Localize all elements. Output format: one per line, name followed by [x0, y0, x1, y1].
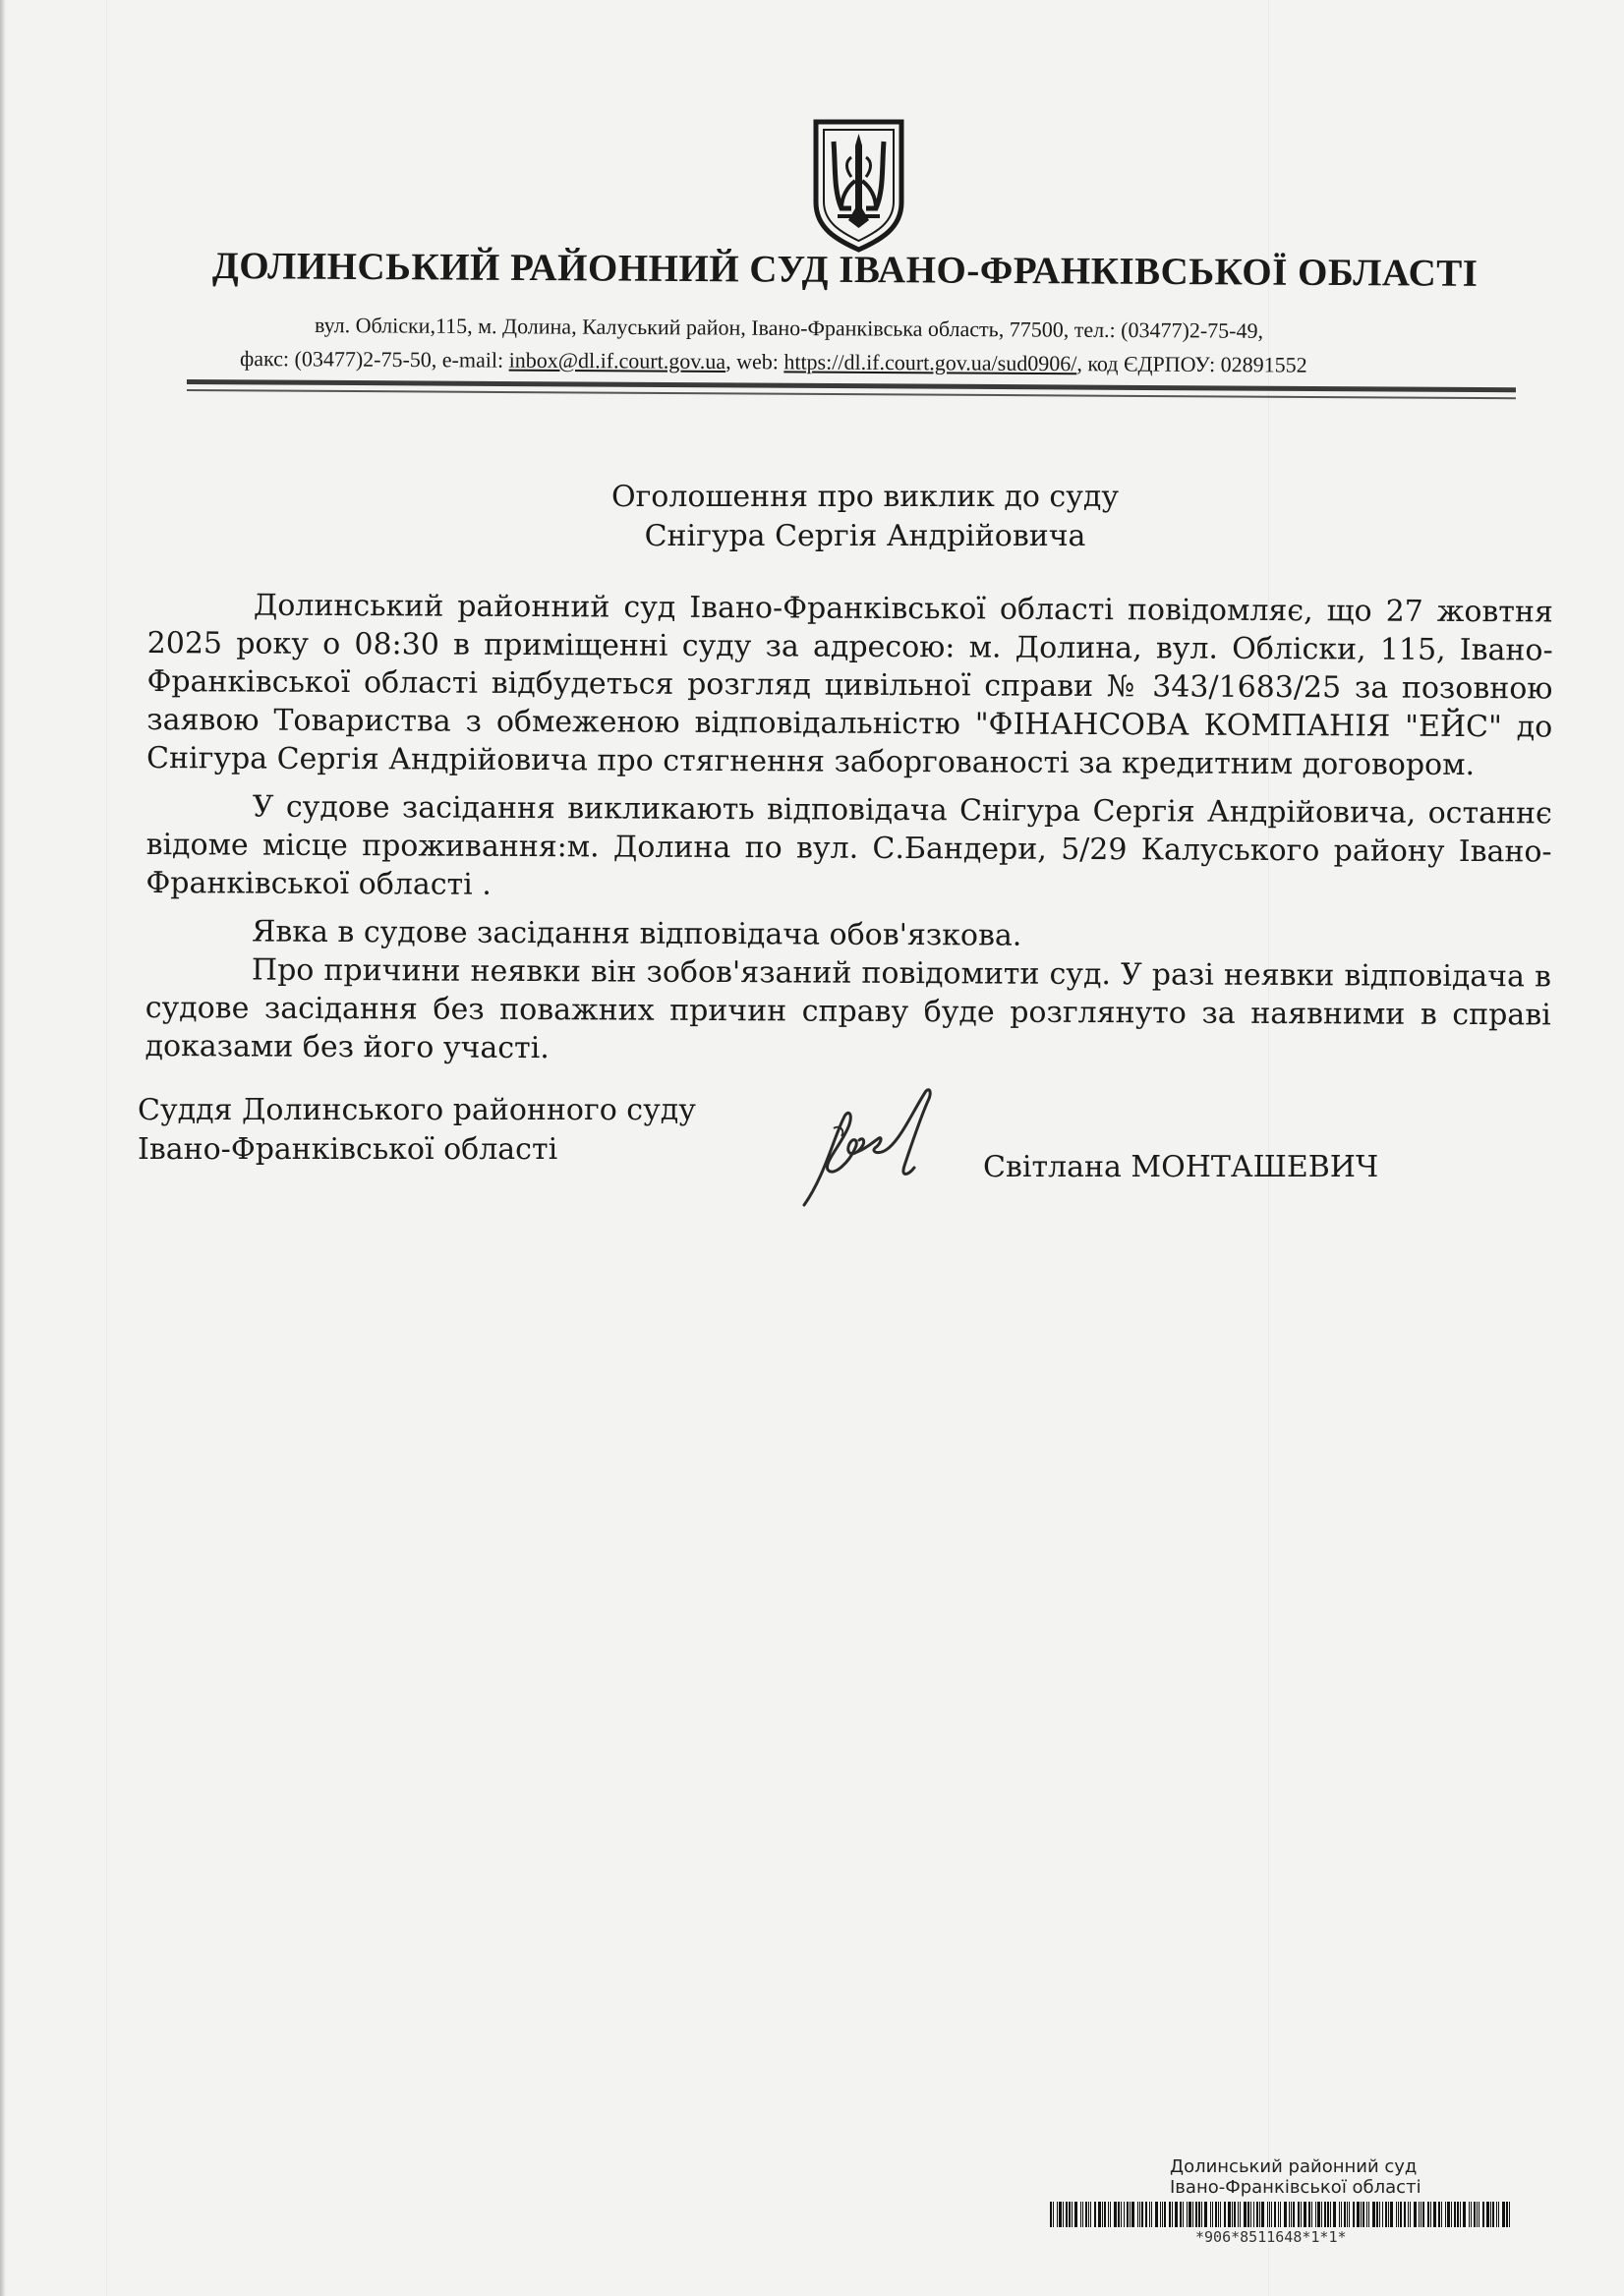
- barcode-bar: [1127, 2202, 1129, 2227]
- barcode-bar: [1063, 2202, 1064, 2227]
- barcode-bar: [1344, 2202, 1346, 2227]
- barcode-bar: [1131, 2202, 1134, 2227]
- barcode-bar: [1419, 2202, 1420, 2227]
- barcode-bar: [1259, 2202, 1260, 2227]
- barcode-bar: [1244, 2202, 1247, 2227]
- scan-artifact: [106, 0, 107, 2296]
- barcode-bar: [1104, 2202, 1106, 2227]
- barcode-bar: [1427, 2202, 1429, 2227]
- barcode-bar: [1304, 2202, 1306, 2227]
- barcode-bar: [1082, 2202, 1083, 2227]
- edrpou-code: , код ЄДРПОУ: 02891552: [1076, 351, 1307, 377]
- barcode-bar: [1445, 2202, 1446, 2227]
- barcode-bar: [1088, 2202, 1089, 2227]
- barcode-bar: [1327, 2202, 1329, 2227]
- barcode-bar: [1482, 2202, 1484, 2227]
- barcode-bar: [1410, 2202, 1411, 2227]
- scan-edge-shadow: [0, 0, 6, 2296]
- notice-body: [145, 586, 1553, 1072]
- website-link[interactable]: https://dl.if.court.gov.ua/sud0906/: [783, 349, 1077, 376]
- barcode-bar: [1124, 2202, 1125, 2227]
- barcode-bar: [1400, 2202, 1402, 2227]
- barcode-bar: [1053, 2202, 1054, 2227]
- barcode-bar: [1057, 2202, 1058, 2227]
- barcode-bar: [1293, 2202, 1295, 2227]
- barcode-bar: [1447, 2202, 1450, 2227]
- barcode-bar: [1114, 2202, 1117, 2227]
- barcode-bar: [1301, 2202, 1302, 2227]
- barcode-bar: [1183, 2202, 1184, 2227]
- barcode-bar: [1408, 2202, 1409, 2227]
- barcode-bar: [1145, 2202, 1147, 2227]
- barcode-bar: [1506, 2202, 1508, 2227]
- barcode-bar: [1379, 2202, 1380, 2227]
- barcode-bar: [1155, 2202, 1158, 2227]
- barcode-bar: [1490, 2202, 1491, 2227]
- court-name: ДОЛИНСЬКИЙ РАЙОННИЙ СУД ІВАНО-ФРАНКІВСЬКОЇ ОБЛАСТІ: [211, 245, 1479, 295]
- barcode-bar: [1059, 2202, 1062, 2227]
- barcode-bar: [1430, 2202, 1431, 2227]
- barcode-bar: [1353, 2202, 1355, 2227]
- barcode-bar: [1274, 2202, 1276, 2227]
- barcode-bar: [1311, 2202, 1312, 2227]
- barcode-bar: [1110, 2202, 1111, 2227]
- barcode-bar: [1422, 2202, 1424, 2227]
- barcode-bar: [1139, 2202, 1140, 2227]
- stamp-line: Долинський районний суд: [1170, 2156, 1418, 2177]
- barcode-bar: [1151, 2202, 1152, 2227]
- barcode-bar: [1438, 2202, 1440, 2227]
- notice-paragraph: Про причини неявки він зобов'язаний повідомити суд. У разі неявки відповідача в судове засідання без поважних причин справу буде розглянуто за наявними в справі доказами без його участі.: [145, 952, 1552, 1066]
- barcode-bar: [1366, 2202, 1367, 2227]
- notice-paragraph: У судове засідання викликають відповідача Снігура Сергія Андрійовича, останнє відоме місце проживання:м. Долина по вул. С.Бандери, 5/29 Калуського району Івано-Франківської області .: [145, 789, 1552, 902]
- barcode-bar: [1180, 2202, 1182, 2227]
- barcode-bar: [1189, 2202, 1191, 2227]
- barcode-bar: [1238, 2202, 1239, 2227]
- barcode-bar: [1308, 2202, 1310, 2227]
- barcode-bar: [1080, 2202, 1081, 2227]
- barcode-bar: [1347, 2202, 1348, 2227]
- barcode-bar: [1121, 2202, 1122, 2227]
- barcode-bar: [1072, 2202, 1073, 2227]
- barcode-bar: [1382, 2202, 1383, 2227]
- barcode-bar: [1204, 2202, 1207, 2227]
- barcode-bar: [1451, 2202, 1452, 2227]
- barcode-bar: [1066, 2202, 1068, 2227]
- barcode-bar: [1414, 2202, 1417, 2227]
- barcode-bar: [1471, 2202, 1472, 2227]
- barcode-bar: [1361, 2202, 1362, 2227]
- notice-subject: Снігура Сергія Андрійовича: [644, 519, 1086, 553]
- barcode-bar: [1164, 2202, 1166, 2227]
- barcode-bar: [1469, 2202, 1470, 2227]
- barcode-bar: [1486, 2202, 1489, 2227]
- fax-label: факс: (03477)2-75-50, e-mail:: [239, 346, 509, 373]
- barcode-bar: [1074, 2202, 1077, 2227]
- barcode-bar: [1363, 2202, 1364, 2227]
- barcode-bar: [1094, 2202, 1096, 2227]
- barcode-bar: [1098, 2202, 1101, 2227]
- barcode-bar: [1218, 2202, 1219, 2227]
- handwritten-signature: [794, 1079, 971, 1217]
- barcode-bar: [1398, 2202, 1399, 2227]
- barcode-bar: [1330, 2202, 1331, 2227]
- notice-title: Оголошення про виклик до суду: [610, 480, 1119, 514]
- barcode-bar: [1198, 2202, 1200, 2227]
- barcode-bar: [1210, 2202, 1211, 2227]
- barcode-bar: [1232, 2202, 1233, 2227]
- barcode-bar: [1396, 2202, 1397, 2227]
- barcode-bar: [1212, 2202, 1213, 2227]
- barcode-bar: [1261, 2202, 1264, 2227]
- registration-barcode: [1050, 2202, 1512, 2227]
- barcode-bar: [1339, 2202, 1340, 2227]
- registration-stamp: [1170, 2156, 1421, 2198]
- barcode-bar: [1220, 2202, 1221, 2227]
- barcode-bar: [1247, 2202, 1249, 2227]
- coat-of-arms-icon: [812, 118, 905, 254]
- barcode-bar: [1195, 2202, 1197, 2227]
- barcode-bar: [1175, 2202, 1178, 2227]
- barcode-bar: [1333, 2202, 1336, 2227]
- barcode-bar: [1137, 2202, 1138, 2227]
- barcode-bar: [1201, 2202, 1202, 2227]
- barcode-bar: [1460, 2202, 1461, 2227]
- barcode-bar: [1141, 2202, 1143, 2227]
- barcode-bar: [1069, 2202, 1071, 2227]
- barcode-bar: [1477, 2202, 1478, 2227]
- barcode-bar: [1253, 2202, 1254, 2227]
- barcode-bar: [1433, 2202, 1436, 2227]
- judge-position: [138, 1091, 696, 1170]
- barcode-bar: [1341, 2202, 1342, 2227]
- barcode-bar: [1496, 2202, 1497, 2227]
- barcode-bar: [1390, 2202, 1393, 2227]
- barcode-number: *906*8511648*1*1*: [1195, 2228, 1347, 2244]
- barcode-bar: [1280, 2202, 1281, 2227]
- barcode-bar: [1315, 2202, 1316, 2227]
- barcode-bar: [1118, 2202, 1120, 2227]
- barcode-bar: [1160, 2202, 1161, 2227]
- barcode-bar: [1298, 2202, 1300, 2227]
- barcode-bar: [1224, 2202, 1226, 2227]
- barcode-bar: [1050, 2202, 1052, 2227]
- barcode-bar: [1240, 2202, 1241, 2227]
- barcode-bar: [1492, 2202, 1494, 2227]
- court-contacts: [240, 346, 1307, 378]
- barcode-bar: [1291, 2202, 1292, 2227]
- barcode-bar: [1454, 2202, 1456, 2227]
- barcode-bar: [1376, 2202, 1378, 2227]
- stamp-line: Івано-Франківської області: [1170, 2177, 1421, 2198]
- barcode-bar: [1474, 2202, 1476, 2227]
- barcode-bar: [1271, 2202, 1273, 2227]
- barcode-bar: [1324, 2202, 1326, 2227]
- barcode-bar: [1192, 2202, 1193, 2227]
- barcode-bar: [1317, 2202, 1320, 2227]
- barcode-bar: [1404, 2202, 1406, 2227]
- barcode-bar: [1509, 2202, 1510, 2227]
- judge-position-line: Івано-Франківської області: [138, 1132, 558, 1167]
- barcode-bar: [1267, 2202, 1268, 2227]
- barcode-bar: [1130, 2202, 1131, 2227]
- barcode-bar: [1256, 2202, 1258, 2227]
- barcode-bar: [1102, 2202, 1103, 2227]
- barcode-bar: [1357, 2202, 1360, 2227]
- court-address: вул. Обліски,115, м. Долина, Калуський район, Івано-Франківська область, 77500, тел.: (03477)2-75-49,: [314, 313, 1264, 343]
- barcode-bar: [1090, 2202, 1091, 2227]
- judge-position-line: Суддя Долинського районного суду: [138, 1093, 696, 1127]
- barcode-bar: [1085, 2202, 1087, 2227]
- barcode-bar: [1187, 2202, 1188, 2227]
- barcode-bar: [1463, 2202, 1466, 2227]
- barcode-bar: [1502, 2202, 1505, 2227]
- barcode-bar: [1149, 2202, 1150, 2227]
- barcode-bar: [1289, 2202, 1290, 2227]
- email-link[interactable]: inbox@dl.if.court.gov.ua: [508, 347, 726, 374]
- barcode-bar: [1162, 2202, 1163, 2227]
- barcode-bar: [1172, 2202, 1173, 2227]
- barcode-bar: [1269, 2202, 1270, 2227]
- barcode-bar: [1169, 2202, 1171, 2227]
- web-label: , web:: [725, 349, 784, 374]
- barcode-bar: [1349, 2202, 1350, 2227]
- notice-paragraph: Явка в судове засідання відповідача обов'язкова.: [252, 914, 1022, 953]
- barcode-bar: [1284, 2202, 1287, 2227]
- barcode-bar: [1498, 2202, 1499, 2227]
- barcode-bar: [1215, 2202, 1217, 2227]
- barcode-bar: [1385, 2202, 1387, 2227]
- barcode-bar: [1457, 2202, 1459, 2227]
- barcode-bar: [1441, 2202, 1442, 2227]
- barcode-bar: [1278, 2202, 1279, 2227]
- barcode-bar: [1108, 2202, 1109, 2227]
- notice-paragraph: Долинський районний суд Івано-Франківської області повідомляє, що 27 жовтня 2025 року о 08:30 в приміщенні суду за адресою: м. Долина, вул. Обліски, 115, Івано-Франківської області відбудеться розгляд цивільної справи № 343/1683/25 за позовною заявою Товариства з обмеженою відповідальністю "ФІНАНСОВА КОМПАНІЯ "ЕЙС" до Снігура Сергія Андрійовича про стягнення заборгованості за кредитним договором.: [145, 588, 1553, 783]
- barcode-bar: [1234, 2202, 1236, 2227]
- barcode-bar: [1250, 2202, 1251, 2227]
- barcode-bar: [1372, 2202, 1375, 2227]
- scan-artifact: [1268, 0, 1269, 2296]
- barcode-bar: [1321, 2202, 1322, 2227]
- barcode-bar: [1228, 2202, 1231, 2227]
- judge-name: Світлана МОНТАШЕВИЧ: [983, 1150, 1379, 1184]
- barcode-bar: [1388, 2202, 1389, 2227]
- barcode-bar: [1368, 2202, 1369, 2227]
